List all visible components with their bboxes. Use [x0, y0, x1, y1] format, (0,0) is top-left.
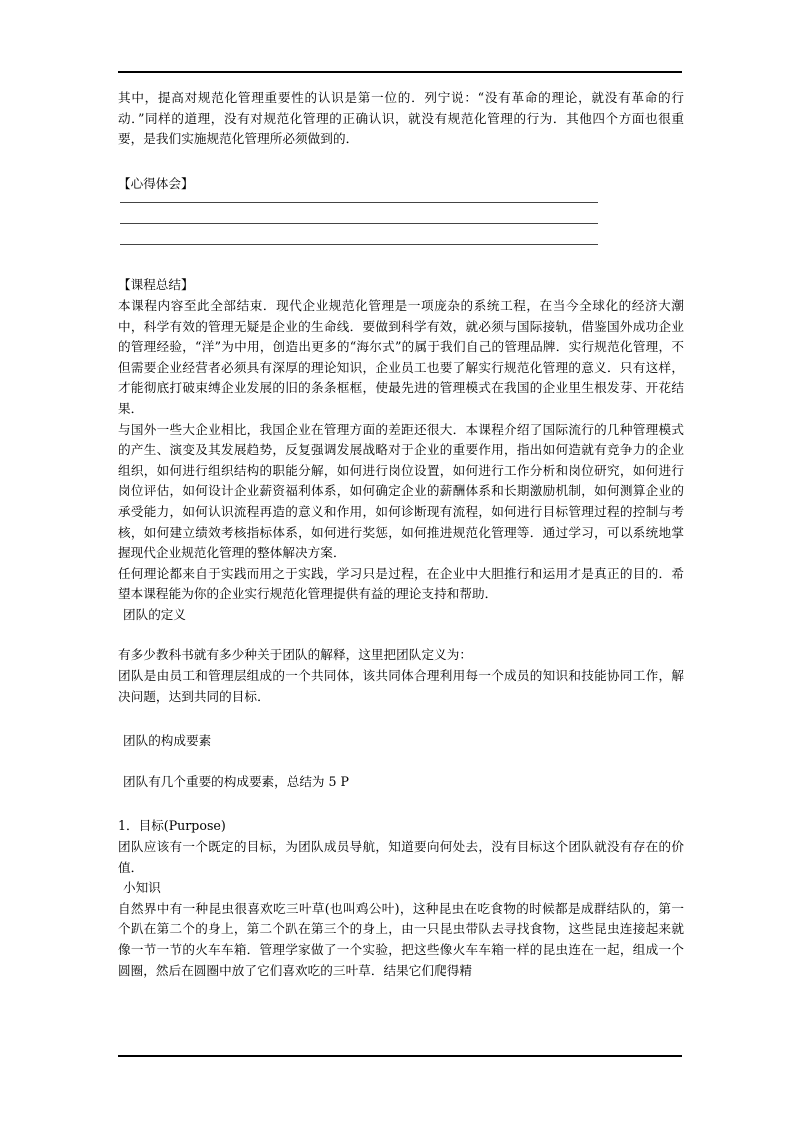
spacer: [118, 792, 684, 816]
reflection-answer-lines: [118, 202, 684, 245]
paragraph-summary-2: 与国外一些大企业相比，我国企业在管理方面的差距还很大．本课程介绍了国际流行的几种管理模式的产生、演变及其发展趋势，反复强调发展战略对于企业的重要作用，指出如何造就有竞争力的企业组织，如何进行组织结构的职能分解，如何进行岗位设置，如何进行工作分析和岗位研究，如何进行岗位评估，如何设计企业薪资福利体系，如何确定企业的薪酬体系和长期激励机制，如何测算企业的承受能力，如何认识流程再造的意义和作用，如何诊断现有流程，如何进行目标管理过程的控制与考核，如何建立绩效考核指标体系，如何进行奖惩，如何推进规范化管理等．通过学习，可以系统地掌握现代企业规范化管理的整体解决方案．: [118, 421, 684, 561]
section-heading-team-elements: 团队的构成要素: [123, 733, 212, 749]
paragraph-summary-3: 任何理论都来自于实践而用之于实践，学习只是过程，在企业中大胆推行和运用才是真正的目的．希望本课程能为你的企业实行规范化管理提供有益的理论支持和帮助．: [118, 565, 684, 602]
paragraph-team-definition-intro: 有多少教科书就有多少种关于团队的解释，这里把团队定义为：: [118, 647, 473, 663]
section-heading-summary: 【课程总结】: [118, 277, 194, 293]
answer-line[interactable]: [120, 244, 598, 245]
list-item-heading-purpose: 1．目标(Purpose): [118, 818, 226, 834]
answer-line[interactable]: [120, 223, 598, 224]
paragraph-purpose-body: 团队应该有一个既定的目标，为团队成员导航，知道要向何处去，没有目标这个团队就没有存在的价值．: [118, 839, 684, 875]
paragraph-summary-1: 本课程内容至此全部结束．现代企业规范化管理是一项庞杂的系统工程，在当今全球化的经济大潮中，科学有效的管理无疑是企业的生命线．要做到科学有效，就必须与国际接轨，借鉴国外成功企业的管理经验，“洋”为中用，创造出更多的“海尔式”的属于我们自己的管理品牌．实行规范化管理，不但需要企业经营者必须具有深厚的理论知识，企业员工也要了解实行规范化管理的意义．只有这样，才能彻底打破束缚企业发展的旧的条条框框，使最先进的管理模式在我国的企业里生根发芽、开花结果．: [118, 297, 684, 416]
section-heading-team-definition: 团队的定义: [123, 606, 186, 622]
spacer: [118, 707, 684, 731]
section-heading-reflection: 【心得体会】: [118, 175, 194, 191]
spacer: [118, 752, 684, 772]
document-body: [118, 88, 684, 981]
spacer: [118, 150, 684, 174]
spacer: [118, 625, 684, 645]
header-rule: [118, 71, 682, 73]
spacer: [118, 265, 684, 275]
paragraph-team-definition-body: 团队是由员工和管理层组成的一个共同体，该共同体合理利用每一个成员的知识和技能协同工作，解决问题，达到共同的目标．: [118, 668, 684, 704]
paragraph-team-elements-intro: 团队有几个重要的构成要素，总结为 5 P: [123, 773, 349, 789]
paragraph-tip-body: 自然界中有一种昆虫很喜欢吃三叶草(也叫鸡公叶)，这种昆虫在吃食物的时候都是成群结队的，第一个趴在第二个的身上，第二个趴在第三个的身上，由一只昆虫带队去寻找食物，这些昆虫连接起来就像一节一节的火车车箱．管理学家做了一个实验，把这些像火车车箱一样的昆虫连在一起，组成一个圆圈，然后在圆圈中放了它们喜欢吃的三叶草．结果它们爬得精: [118, 900, 684, 978]
footer-rule: [118, 1055, 682, 1057]
answer-line[interactable]: [120, 202, 598, 203]
section-heading-tip: 小知识: [123, 880, 161, 896]
paragraph-intro: 其中，提高对规范化管理重要性的认识是第一位的．列宁说：“没有革命的理论，就没有革命的行动．”同样的道理，没有对规范化管理的正确认识，就没有规范化管理的行为．其他四个方面也很重要，是我们实施规范化管理所必须做到的．: [118, 90, 684, 147]
